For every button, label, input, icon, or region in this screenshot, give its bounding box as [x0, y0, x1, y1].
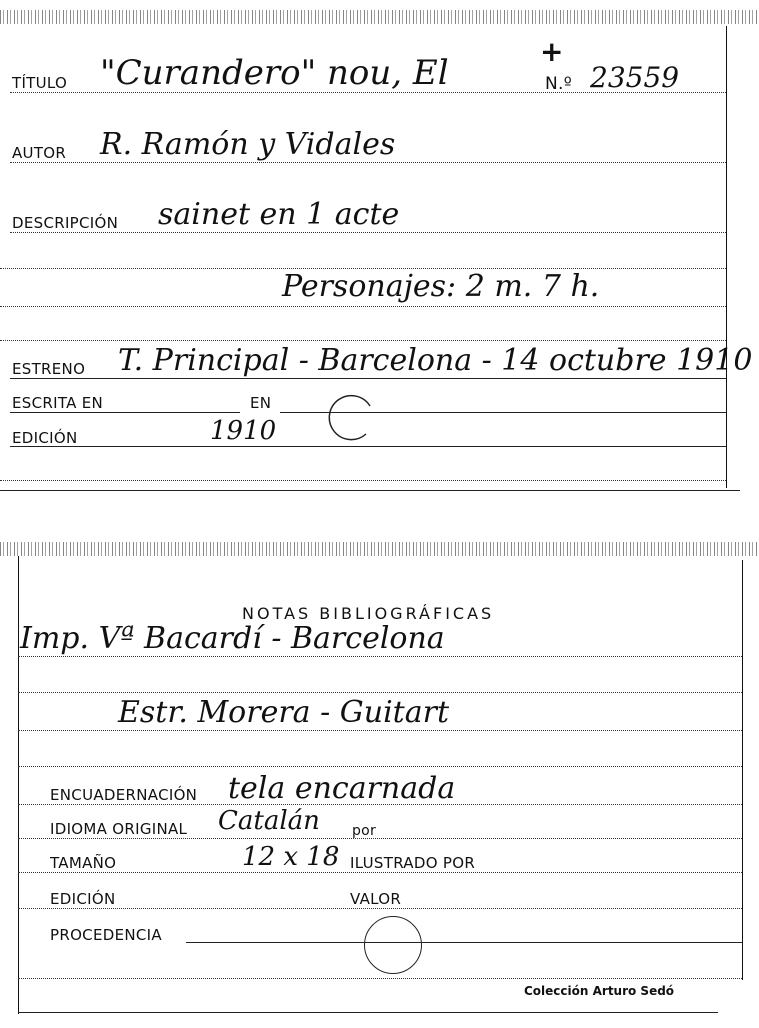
estreno-value: T. Principal - Barcelona - 14 octubre 1910 — [118, 343, 753, 378]
encuadernacion-value: tela encarnada — [228, 771, 456, 806]
estreno-label: ESTRENO — [12, 360, 86, 378]
valor-label: VALOR — [350, 890, 402, 908]
rule-nota-1 — [18, 656, 742, 657]
numero-label: N.º — [545, 74, 573, 94]
card-bottom-edge — [0, 490, 740, 491]
card-top-edge-texture-2 — [0, 542, 759, 556]
edicion-label-2: EDICIÓN — [50, 890, 116, 908]
autor-value: R. Ramón y Vidales — [100, 127, 396, 162]
catalog-card-back — [0, 540, 759, 1028]
rule-edicion — [10, 446, 726, 447]
collection-footer: Colección Arturo Sedó — [524, 984, 675, 998]
nota-line-2: Estr. Morera - Guitart — [118, 695, 449, 730]
punch-hole-arc — [322, 394, 382, 444]
autor-label: AUTOR — [12, 144, 67, 162]
titulo-value: "Curandero" nou, El — [100, 53, 449, 93]
rule-nota-2 — [18, 730, 742, 731]
ilustrado-por-label: ILUSTRADO POR — [350, 854, 476, 872]
idioma-original-label: IDIOMA ORIGINAL — [50, 820, 188, 838]
encuadernacion-label: ENCUADERNACIÓN — [50, 786, 198, 804]
tamano-label: TAMAÑO — [50, 854, 117, 872]
rule-escrita-en — [10, 412, 240, 413]
en-label: EN — [250, 394, 272, 412]
card-right-border — [726, 26, 727, 488]
descripcion-label: DESCRIPCIÓN — [12, 214, 119, 232]
card-left-border — [18, 556, 19, 1014]
rule-edicion-2 — [18, 908, 742, 909]
titulo-label: TÍTULO — [12, 74, 68, 92]
punch-hole-circle — [364, 916, 422, 974]
rule-personajes — [0, 306, 726, 307]
edicion-value: 1910 — [210, 416, 277, 446]
tamano-value: 12 x 18 — [242, 842, 340, 872]
card-right-border-2 — [742, 560, 743, 980]
rule-idioma — [18, 838, 742, 839]
escrita-en-label: ESCRITA EN — [12, 394, 104, 412]
rule-encuadernacion — [18, 804, 742, 805]
rule-blank-4 — [18, 766, 742, 767]
personajes-value: Personajes: 2 m. 7 h. — [282, 269, 600, 304]
nota-line-1: Imp. Vª Bacardí - Barcelona — [20, 621, 445, 656]
descripcion-value: sainet en 1 acte — [158, 197, 400, 232]
rule-procedencia — [186, 942, 742, 943]
procedencia-label: PROCEDENCIA — [50, 926, 162, 944]
rule-titulo — [10, 92, 726, 93]
rule-blank-2 — [0, 340, 726, 341]
rule-autor — [10, 162, 726, 163]
por-label: por — [352, 823, 377, 839]
idioma-original-value: Catalán — [218, 806, 320, 836]
notas-heading: NOTAS BIBLIOGRÁFICAS — [242, 604, 495, 623]
rule-bottom-1 — [0, 480, 726, 481]
rule-descripcion — [10, 232, 726, 233]
rule-bottom-2 — [18, 978, 742, 979]
rule-estreno — [10, 378, 726, 379]
card-bottom-edge-2 — [18, 1012, 718, 1013]
card-top-edge-texture — [0, 10, 759, 24]
rule-blank-3 — [18, 692, 742, 693]
catalog-card-front — [0, 0, 759, 500]
rule-tamano — [18, 872, 742, 873]
cross-mark: + — [540, 35, 564, 68]
numero-value: 23559 — [590, 61, 680, 94]
edicion-label: EDICIÓN — [12, 429, 78, 447]
